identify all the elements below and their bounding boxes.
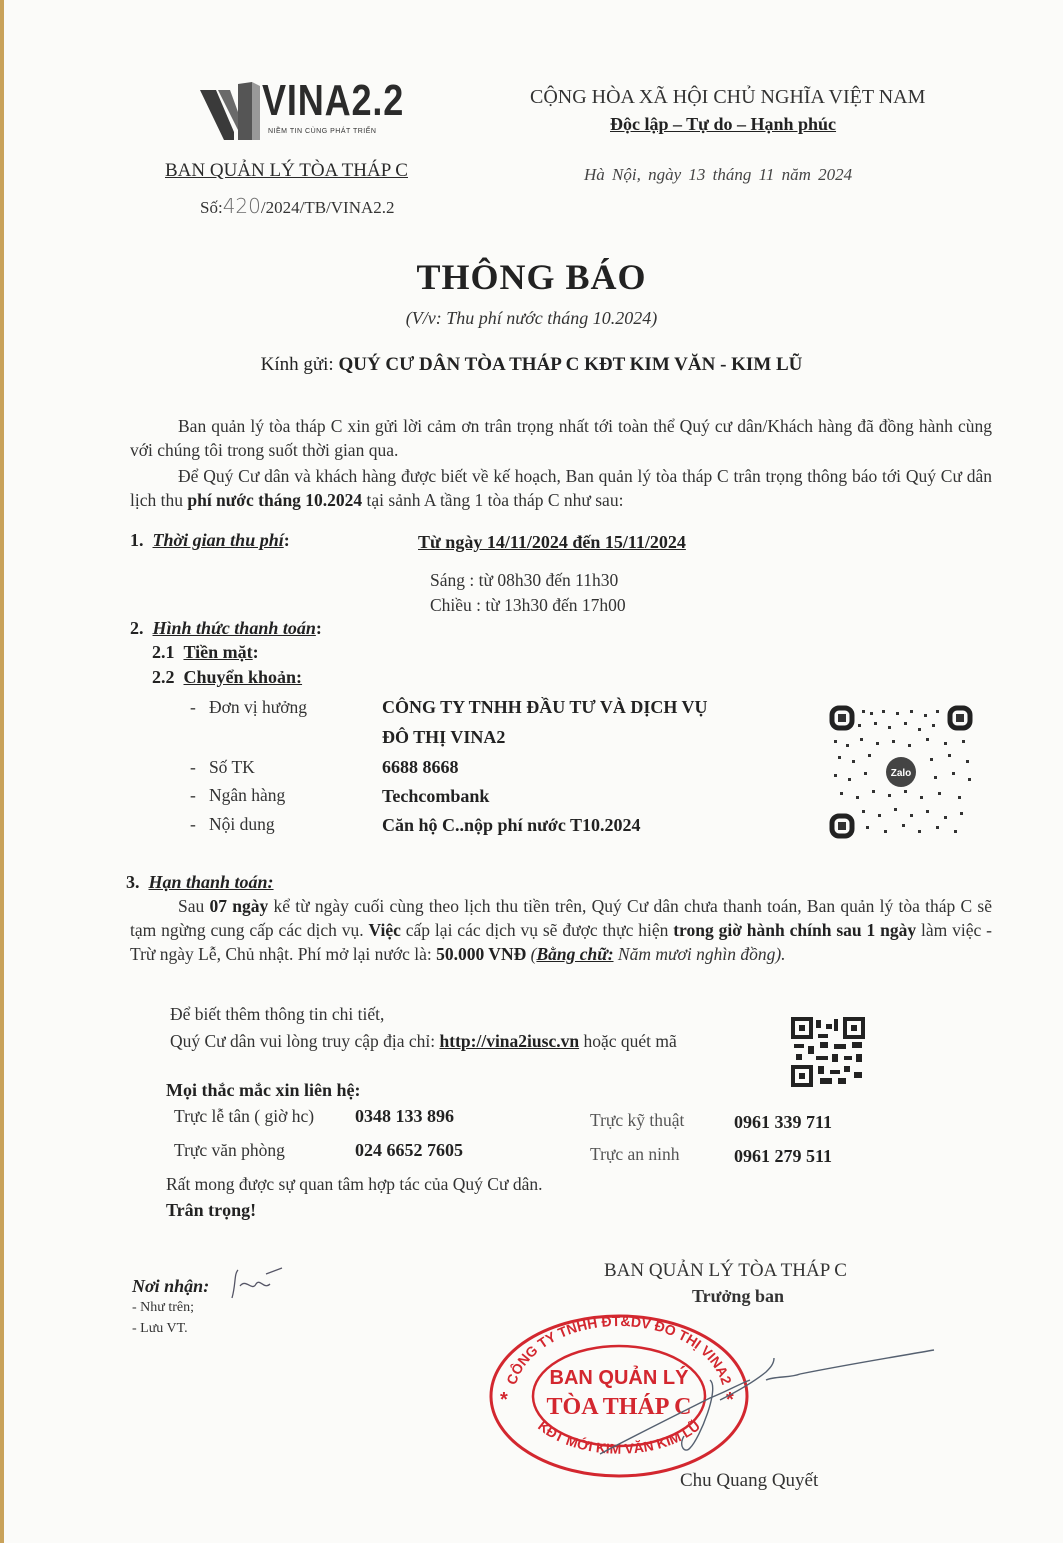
reconnection-fee: 50.000 VNĐ (436, 944, 527, 964)
cash-label: Tiền mặt (183, 642, 253, 662)
account-number-label: - Số TK (190, 757, 255, 777)
signature-organization: BAN QUẢN LÝ TÒA THÁP C (604, 1260, 847, 1281)
national-title: CỘNG HÒA XÃ HỘI CHỦ NGHĨA VIỆT NAM (530, 86, 926, 108)
deadline-text-3: cấp lại các dịch vụ sẽ được thực hiện (400, 920, 674, 940)
stamp-inner-line-2: TÒA THÁP C (546, 1394, 692, 1420)
contact-label-security: Trực an ninh (590, 1144, 680, 1164)
transfer-number: 2.2 (152, 667, 175, 687)
recipient-item-2: - Lưu VT. (132, 1321, 188, 1336)
transfer-label: Chuyển khoản: (183, 667, 303, 687)
section-3-number: 3. (126, 872, 140, 892)
handwritten-signature (560, 1328, 960, 1478)
contact-phone-reception: 0348 133 896 (355, 1106, 454, 1126)
qr-code-icon (826, 702, 976, 842)
issuing-organization: BAN QUẢN LÝ TÒA THÁP C (165, 160, 408, 181)
contacts-title: Mọi thắc mắc xin liên hệ: (166, 1080, 361, 1100)
more-info-text-end: hoặc quét mã (579, 1031, 677, 1051)
deadline-bold-3: trong giờ hành chính sau 1 ngày (673, 920, 917, 940)
recipient-label: Kính gửi: (260, 354, 334, 375)
zalo-qr-code[interactable] (826, 702, 976, 842)
section-1-title: Thời gian thu phí (152, 530, 284, 550)
account-number-label-text: Số TK (208, 757, 255, 777)
cash-option: 2.1 Tiền mặt: (152, 642, 259, 662)
transfer-content-label-text: Nội dung (208, 814, 275, 834)
closing-line: Rất mong được sự quan tâm hợp tác của Quý Cư dân. (166, 1174, 543, 1194)
logo-v-icon (200, 82, 264, 140)
deadline-text-2: kể từ ngày cuối cùng theo lịch thu tiền trên, Quý Cư dân chưa thanh toán, Ban quản lý tòa tháp C sẽ tạm ngừng cung cấp các dịch vụ. (130, 896, 993, 940)
doc-number-handwritten: 420 (222, 194, 261, 218)
stamp-star-right-icon: * (726, 1389, 734, 1411)
recipient-value: QUÝ CƯ DÂN TÒA THÁP C KĐT KIM VĂN - KIM LŨ (338, 354, 803, 375)
zalo-badge: Zalo (890, 768, 912, 779)
website-link[interactable]: http://vina2iusc.vn (439, 1031, 580, 1051)
initials-signature (226, 1264, 286, 1304)
website-qr-code[interactable] (790, 1016, 866, 1088)
cash-number: 2.1 (152, 642, 175, 662)
section-1-heading: 1. Thời gian thu phí: (130, 530, 290, 550)
contact-phone-office: 024 6652 7605 (355, 1140, 463, 1160)
collection-date-range: Từ ngày 14/11/2024 đến 15/11/2024 (418, 532, 686, 552)
deadline-text-1: Sau (178, 896, 210, 916)
contact-label-office: Trực văn phòng (174, 1140, 285, 1160)
intro-bold: phí nước tháng 10.2024 (187, 490, 363, 510)
transfer-content-value: Căn hộ C..nộp phí nước T10.2024 (382, 815, 641, 835)
stamp-bottom-text: KĐT MỚI KIM VĂN KIM LŨ (535, 1417, 703, 1457)
beneficiary-label: - Đơn vị hưởng (190, 697, 307, 717)
section-2-number: 2. (130, 618, 144, 638)
transfer-option (152, 667, 302, 688)
intro-text-end: tại sảnh A tầng 1 tòa tháp C như sau: (362, 490, 624, 510)
signature-role: Trưởng ban (692, 1286, 784, 1306)
bank-value: Techcombank (382, 786, 490, 806)
beneficiary-label-text: Đơn vị hưởng (208, 697, 307, 717)
beneficiary-value-line2: ĐÔ THỊ VINA2 (382, 727, 506, 747)
account-number-value: 6688 8668 (382, 757, 459, 777)
afternoon-hours: Chiều : từ 13h30 đến 17h00 (430, 595, 626, 615)
intro-paragraph-1: Ban quản lý tòa tháp C xin gửi lời cảm ơn trân trọng nhất tới toàn thể Quý cư dân/Khách hàng đã đồng hành cùng với chúng tôi trong suốt thời gian qua. (130, 416, 992, 460)
more-info-text: Quý Cư dân vui lòng truy cập địa chỉ: (170, 1031, 440, 1051)
section-1-number: 1. (130, 530, 144, 550)
vina-logo (200, 78, 410, 142)
closing-regards: Trân trọng! (166, 1200, 257, 1220)
amount-in-words: Năm mươi nghìn đồng). (613, 944, 786, 964)
recipients-label: Nơi nhận: (132, 1276, 210, 1296)
intro-paragraph-2 (130, 464, 992, 512)
section-2-heading: 2. Hình thức thanh toán: (130, 618, 322, 638)
document-number (200, 194, 395, 218)
stamp-top-text: CÔNG TY TNHH ĐT&DV ĐÔ THỊ VINA2 (503, 1312, 735, 1387)
amount-in-words-label: Bằng chữ: (536, 944, 614, 964)
transfer-content-label: - Nội dung (190, 814, 275, 834)
section-2-title: Hình thức thanh toán (152, 618, 316, 638)
deadline-bold-2: Việc (368, 920, 401, 940)
payment-deadline-paragraph: Sau 07 ngày kể từ ngày cuối cùng theo lịch thu tiền trên, Quý Cư dân chưa thanh toán, Ban quản lý tòa tháp C sẽ tạm ngừng cung cấp các dịch vụ. Việc cấp lại các dịch vụ sẽ được thực hiện trong giờ hành chính sau 1 ngày làm việc - Trừ ngày Lễ, Chủ nhật. Phí mở lại nước là: 50.000 VNĐ (Bằng chữ: Năm mươi nghìn đồng). (130, 896, 993, 964)
deadline-days: 07 ngày (209, 896, 269, 916)
deadline-text-4: làm việc - Trừ ngày Lễ, Chủ nhật. Phí mở lại nước là: (130, 920, 992, 964)
logo-text: VINA2.2 (262, 76, 405, 125)
intro-text: Để Quý Cư dân và khách hàng được biết về kế hoạch, Ban quản lý tòa tháp C trân trọng thông báo tới Quý Cư dân lịch thu (130, 466, 992, 510)
qr-code-icon (790, 1016, 866, 1088)
doc-number-prefix: Số: (200, 198, 223, 217)
morning-hours: Sáng : từ 08h30 đến 11h30 (430, 570, 619, 590)
contact-phone-security: 0961 279 511 (734, 1146, 833, 1166)
stamp-star-left-icon: * (500, 1389, 508, 1411)
bank-label-text: Ngân hàng (208, 785, 286, 805)
contact-label-reception: Trực lễ tân ( giờ hc) (174, 1106, 315, 1126)
doc-number-suffix: /2024/TB/VINA2.2 (260, 198, 395, 217)
document-subject: (V/v: Thu phí nước tháng 10.2024) (405, 308, 658, 328)
recipient-line (0, 354, 1063, 376)
beneficiary-value: CÔNG TY TNHH ĐẦU TƯ VÀ DỊCH VỤ (382, 697, 708, 717)
logo-tagline: NIỀM TIN CÙNG PHÁT TRIỂN (268, 128, 377, 135)
recipient-item-1: - Như trên; (132, 1300, 195, 1315)
section-3-title: Hạn thanh toán: (148, 872, 274, 892)
signer-name: Chu Quang Quyết (680, 1470, 819, 1491)
section-3-heading (126, 872, 274, 893)
stamp-inner-line-1: BAN QUẢN LÝ (549, 1367, 689, 1389)
contact-phone-technical: 0961 339 711 (734, 1112, 833, 1132)
more-info-line-2 (170, 1031, 677, 1052)
page-title: THÔNG BÁO (416, 257, 647, 297)
issue-date: Hà Nội, ngày 13 tháng 11 năm 2024 (584, 165, 853, 184)
more-info-line-1: Để biết thêm thông tin chi tiết, (170, 1004, 385, 1024)
paper-edge (0, 0, 4, 1543)
national-motto: Độc lập – Tự do – Hạnh phúc (610, 114, 837, 134)
contact-label-technical: Trực kỹ thuật (590, 1110, 685, 1130)
bank-label: - Ngân hàng (190, 785, 286, 805)
